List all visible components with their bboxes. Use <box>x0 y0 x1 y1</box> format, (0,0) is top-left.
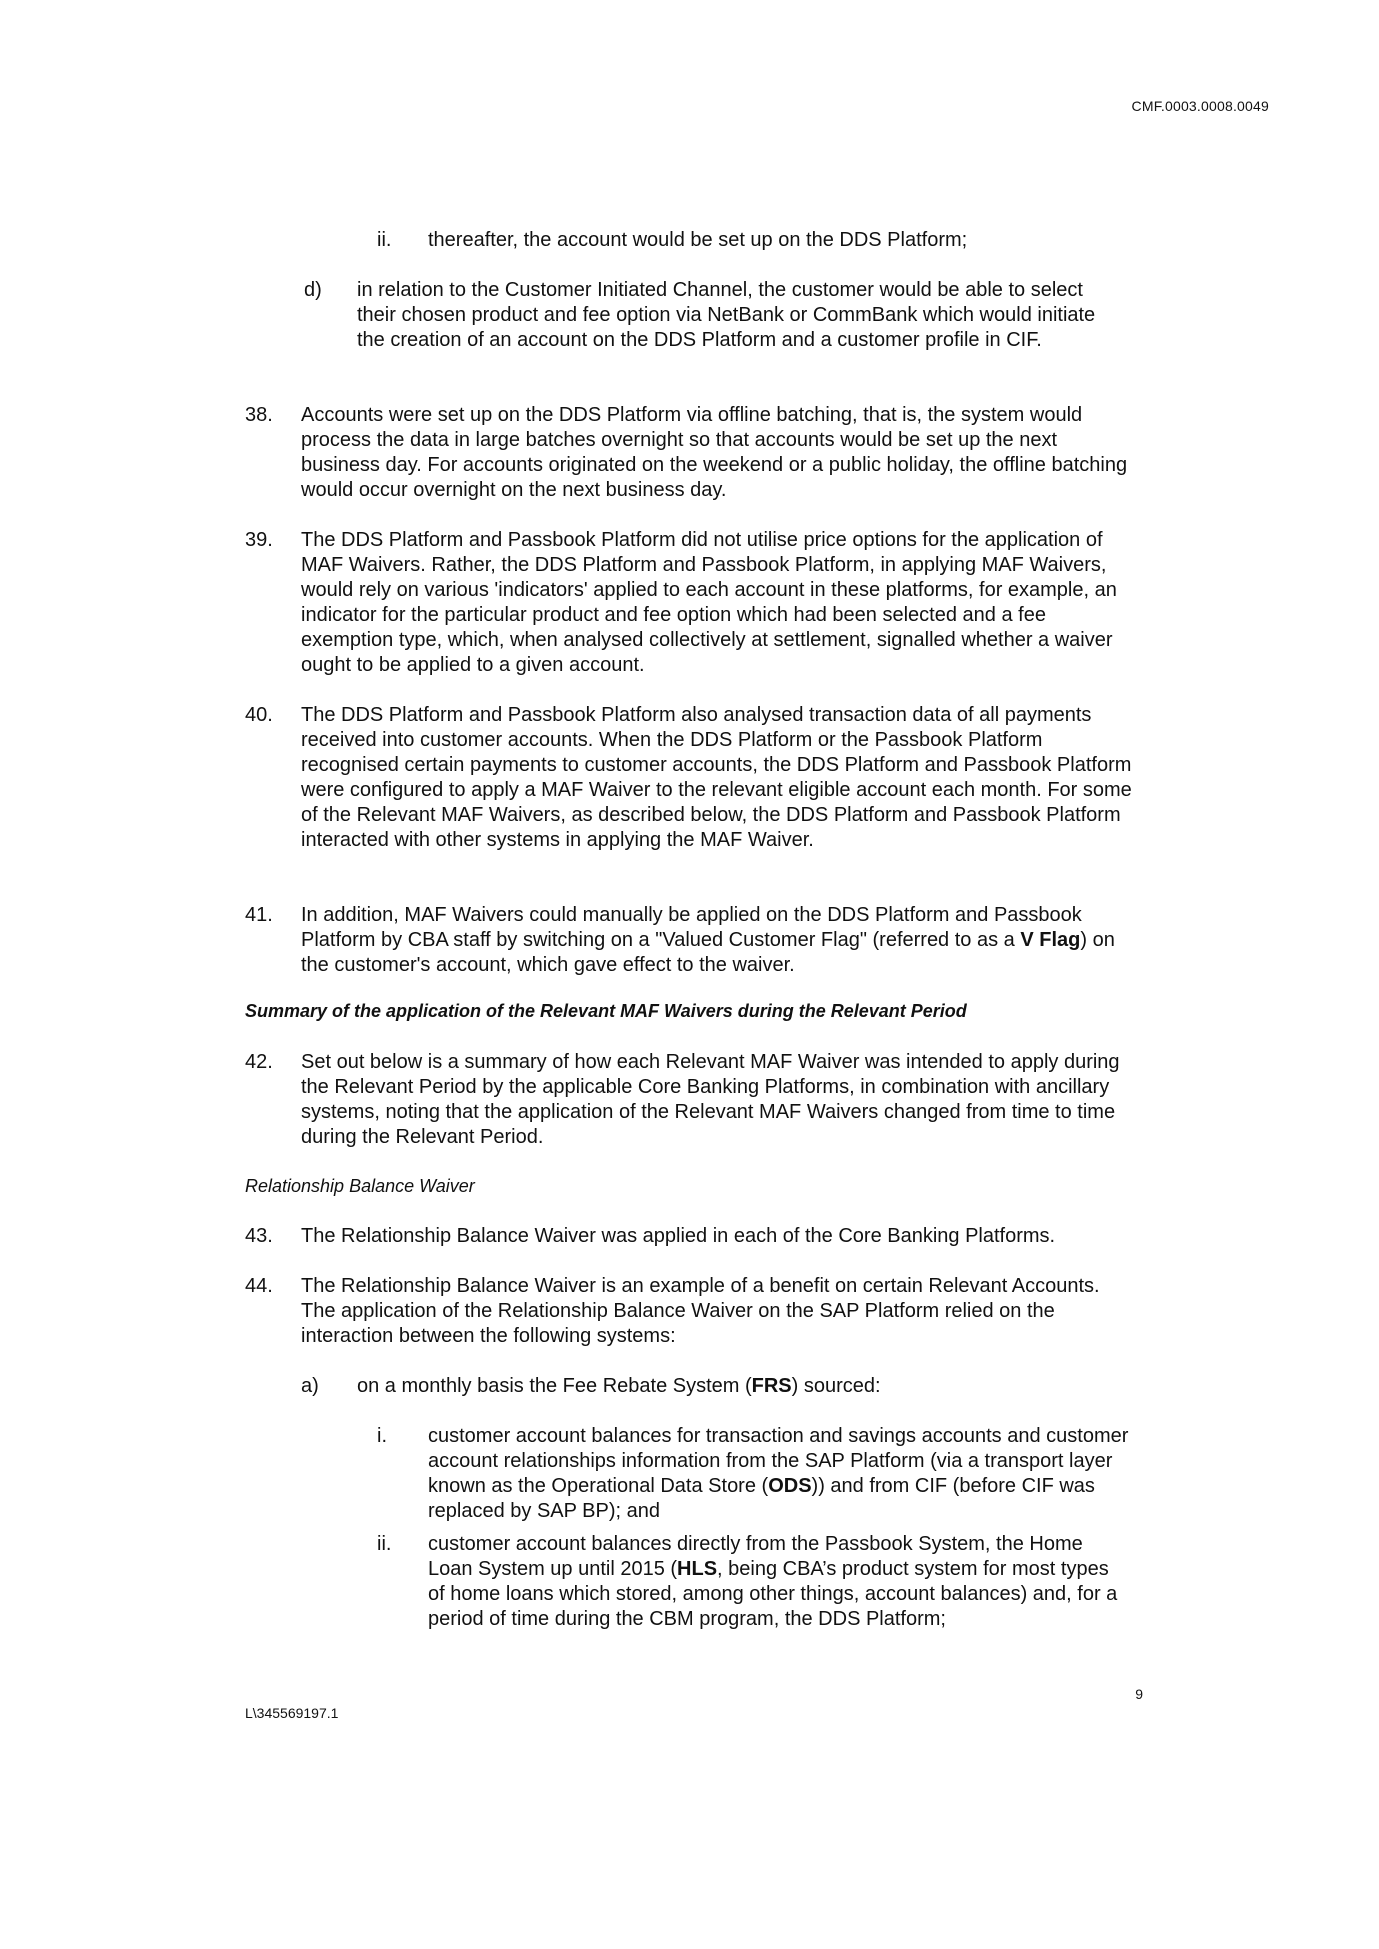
paragraph-number: 42. <box>245 1051 273 1073</box>
defined-term: FRS <box>751 1375 792 1397</box>
defined-term: HLS <box>677 1558 718 1580</box>
paragraph-number: 43. <box>245 1225 273 1247</box>
paragraph: customer account balances for transaction and savings accounts and customer account relationships information from the SAP Platform (via a transport layer known as the Operational Data Store (ODS)) and from CIF (before CIF was replaced by SAP BP); and <box>428 1425 1129 1522</box>
paragraph-number: 44. <box>245 1275 273 1297</box>
defined-term: ODS <box>768 1475 812 1497</box>
paragraph: Accounts were set up on the DDS Platform via offline batching, that is, the system would process the data in large batches overnight so that accounts would be set up the next business day. For accounts originated on the weekend or a public holiday, the offline batching would occur overnight on the next business day. <box>301 404 1128 501</box>
list-marker: ii. <box>377 229 392 251</box>
paragraph: The DDS Platform and Passbook Platform also analysed transaction data of all payments received into customer accounts. When the DDS Platform or the Passbook Platform recognised certain payments to customer accounts, the DDS Platform and Passbook Platform were configured to apply a MAF Waiver to the relevant eligible account each month. For some of the Relevant MAF Waivers, as described below, the DDS Platform and Passbook Platform interacted with other systems in applying the MAF Waiver. <box>301 704 1132 851</box>
paragraph: The Relationship Balance Waiver was applied in each of the Core Banking Platforms. <box>301 1225 1056 1247</box>
defined-term: V Flag <box>1020 929 1081 951</box>
list-marker: ii. <box>377 1533 392 1555</box>
page-number: 9 <box>1135 1686 1143 1702</box>
list-marker: i. <box>377 1425 387 1447</box>
document-id: CMF.0003.0008.0049 <box>1131 98 1269 114</box>
document-reference: L\345569197.1 <box>245 1705 339 1721</box>
paragraph: Set out below is a summary of how each Relevant MAF Waiver was intended to apply during the Relevant Period by the applicable Core Banking Platforms, in combination with ancillary systems, noting that the application of the Relevant MAF Waivers changed from time to time during the Relevant Period. <box>301 1051 1120 1148</box>
paragraph-number: 39. <box>245 529 273 551</box>
paragraph-number: 40. <box>245 704 273 726</box>
paragraph: in relation to the Customer Initiated Channel, the customer would be able to select their chosen product and fee option via NetBank or CommBank which would initiate the creation of an account on the DDS Platform and a customer profile in CIF. <box>357 279 1096 351</box>
section-heading: Summary of the application of the Relevant MAF Waivers during the Relevant Period <box>245 1001 967 1021</box>
paragraph: The Relationship Balance Waiver is an example of a benefit on certain Relevant Accounts. The application of the Relationship Balance Waiver on the SAP Platform relied on the interaction between the following systems: <box>301 1275 1100 1347</box>
paragraph-number: 38. <box>245 404 273 426</box>
paragraph: The DDS Platform and Passbook Platform did not utilise price options for the application of MAF Waivers. Rather, the DDS Platform and Passbook Platform, in applying MAF Waivers, would rely on various 'indicators' applied to each account in these platforms, for example, an indicator for the particular product and fee option which had been selected and a fee exemption type, which, when analysed collectively at settlement, signalled whether a waiver ought to be applied to a given account. <box>301 529 1117 676</box>
paragraph: thereafter, the account would be set up on the DDS Platform; <box>428 229 968 251</box>
paragraph: on a monthly basis the Fee Rebate System (FRS) sourced: <box>357 1375 881 1397</box>
subsection-heading: Relationship Balance Waiver <box>245 1176 475 1196</box>
paragraph: In addition, MAF Waivers could manually be applied on the DDS Platform and Passbook Platform by CBA staff by switching on a "Valued Customer Flag" (referred to as a V Flag) on the customer's account, which gave effect to the waiver. <box>301 904 1115 976</box>
paragraph: customer account balances directly from the Passbook System, the Home Loan System up until 2015 (HLS, being CBA’s product system for most types of home loans which stored, among other things, account balances) and, for a period of time during the CBM program, the DDS Platform; <box>428 1533 1118 1630</box>
paragraph-number: 41. <box>245 904 273 926</box>
list-marker: a) <box>301 1375 319 1397</box>
list-marker: d) <box>304 279 322 301</box>
